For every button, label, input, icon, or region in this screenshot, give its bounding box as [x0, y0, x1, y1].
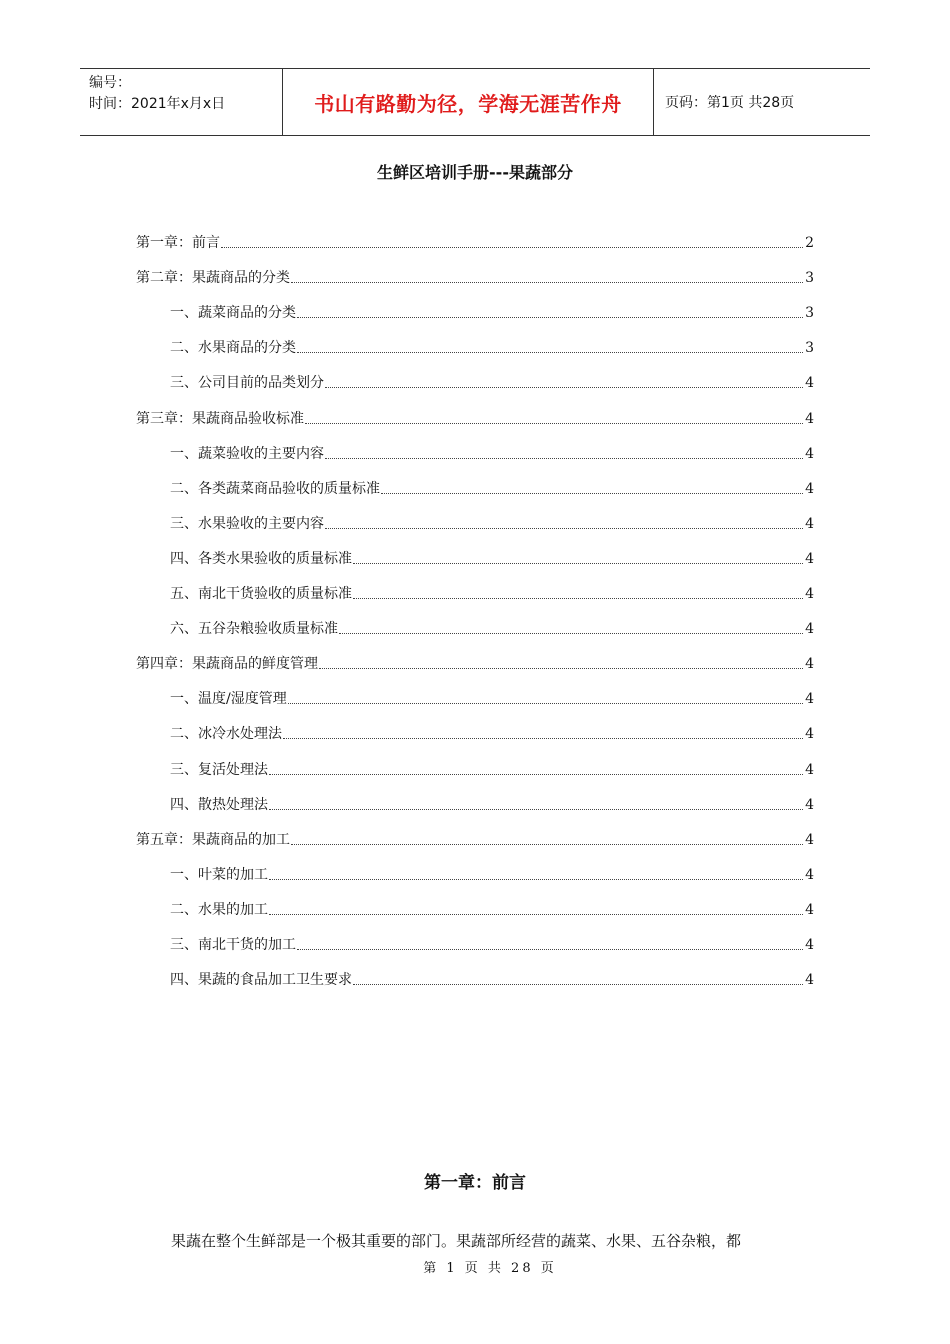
toc-entry[interactable]	[170, 862, 814, 884]
toc-entry-label: 一、蔬菜商品的分类	[170, 305, 296, 322]
toc-leader-dots	[288, 702, 803, 704]
toc-entry-page: 4	[805, 726, 814, 743]
toc-leader-dots	[269, 773, 803, 775]
toc-entry-label: 三、公司目前的品类划分	[170, 375, 324, 392]
toc-entry-page: 4	[805, 656, 814, 673]
toc-entry-label: 四、散热处理法	[170, 796, 268, 813]
toc-entry[interactable]	[136, 651, 814, 673]
toc-entry-label: 四、果蔬的食品加工卫生要求	[170, 972, 352, 989]
toc-entry-page: 4	[805, 866, 814, 883]
chapter-title: 第一章：前言	[424, 1173, 526, 1193]
toc-leader-dots	[353, 597, 803, 599]
toc-entry[interactable]	[170, 546, 814, 568]
number-label: 编号：	[89, 75, 131, 91]
toc-leader-dots	[325, 527, 803, 529]
toc-entry[interactable]	[170, 967, 814, 989]
toc-leader-dots	[353, 983, 803, 985]
toc-entry-label: 二、冰冷水处理法	[170, 726, 282, 743]
toc-entry[interactable]	[170, 932, 814, 954]
toc-entry-label: 六、五谷杂粮验收质量标准	[170, 621, 338, 638]
toc-entry-page: 4	[805, 972, 814, 989]
toc-entry[interactable]	[170, 897, 814, 919]
toc-entry-label: 一、温度/湿度管理	[170, 691, 287, 708]
toc-entry-page: 3	[805, 340, 814, 357]
toc-entry-label: 第一章：前言	[136, 235, 220, 251]
toc-entry[interactable]	[136, 406, 814, 428]
toc-entry-label: 第二章：果蔬商品的分类	[136, 270, 290, 287]
toc-entry[interactable]	[170, 721, 814, 743]
toc-entry[interactable]	[170, 300, 814, 322]
page-info: 页码：第1页 共28页	[665, 95, 795, 111]
toc-entry[interactable]	[170, 792, 814, 814]
toc-entry[interactable]	[170, 686, 814, 708]
header-meta	[80, 69, 282, 135]
toc-entry[interactable]	[170, 441, 814, 463]
toc-entry-page: 3	[805, 270, 814, 287]
toc-leader-dots	[319, 667, 803, 669]
page-footer: 第 1 页 共 28 页	[423, 1261, 557, 1276]
toc-leader-dots	[291, 843, 803, 845]
toc-entry[interactable]	[170, 335, 814, 357]
toc-entry[interactable]	[136, 265, 814, 287]
toc-entry[interactable]	[170, 511, 814, 533]
toc-leader-dots	[297, 948, 803, 950]
toc-entry-label: 二、水果商品的分类	[170, 340, 296, 357]
toc-entry-label: 第五章：果蔬商品的加工	[136, 831, 290, 848]
toc-entry-page: 4	[805, 761, 814, 778]
toc-entry-page: 4	[805, 691, 814, 708]
toc-leader-dots	[297, 351, 803, 353]
toc-entry[interactable]	[170, 476, 814, 498]
motto: 书山有路勤为径，学海无涯苦作舟	[282, 69, 654, 135]
toc-leader-dots	[353, 562, 803, 564]
toc-entry[interactable]	[136, 827, 814, 849]
toc-leader-dots	[305, 422, 803, 424]
toc-leader-dots	[291, 281, 803, 283]
toc-leader-dots	[269, 878, 803, 880]
toc-entry-page: 4	[805, 515, 814, 532]
toc-leader-dots	[325, 457, 803, 459]
toc-leader-dots	[283, 737, 803, 739]
toc-entry[interactable]	[136, 230, 814, 252]
toc-entry-page: 3	[805, 305, 814, 322]
toc-entry[interactable]	[170, 616, 814, 638]
toc-entry-page: 4	[805, 937, 814, 953]
document-title: 生鲜区培训手册---果蔬部分	[377, 163, 573, 182]
toc-leader-dots	[339, 632, 803, 634]
toc-entry-label: 一、蔬菜验收的主要内容	[170, 445, 324, 462]
toc-entry-page: 4	[805, 445, 814, 462]
toc-leader-dots	[381, 492, 803, 494]
toc-entry-label: 二、各类蔬菜商品验收的质量标准	[170, 480, 380, 497]
toc-entry-label: 一、叶菜的加工	[170, 866, 268, 883]
toc-entry[interactable]	[170, 757, 814, 779]
toc-leader-dots	[269, 808, 803, 810]
toc-entry-label: 三、复活处理法	[170, 761, 268, 778]
toc-entry[interactable]	[170, 581, 814, 603]
toc-entry-label: 三、水果验收的主要内容	[170, 515, 324, 532]
body-paragraph: 果蔬在整个生鲜部是一个极其重要的部门。果蔬部所经营的蔬菜、水果、五谷杂粮，都	[171, 1232, 742, 1250]
toc-entry-page: 4	[805, 410, 814, 427]
toc-entry-page: 4	[805, 796, 814, 813]
toc-entry-label: 四、各类水果验收的质量标准	[170, 550, 352, 567]
time-label: 时间：2021年x月x日	[89, 96, 226, 112]
toc-entry[interactable]	[170, 370, 814, 392]
page-header	[80, 68, 870, 136]
toc-entry-page: 4	[805, 375, 814, 392]
toc-entry-page: 4	[805, 550, 814, 567]
toc-leader-dots	[297, 316, 803, 318]
toc-leader-dots	[325, 386, 803, 388]
toc-entry-page: 4	[805, 480, 814, 497]
toc-entry-label: 五、南北干货验收的质量标准	[170, 586, 352, 602]
toc-entry-label: 三、南北干货的加工	[170, 937, 296, 953]
toc-entry-page: 4	[805, 831, 814, 848]
toc-leader-dots	[221, 246, 803, 248]
toc-entry-label: 二、水果的加工	[170, 901, 268, 918]
toc-entry-label: 第四章：果蔬商品的鲜度管理	[136, 656, 318, 673]
toc-entry-page: 4	[805, 621, 814, 638]
toc-entry-page: 2	[805, 235, 814, 251]
toc-leader-dots	[269, 913, 803, 915]
toc-entry-page: 4	[805, 901, 814, 918]
toc-entry-page: 4	[805, 586, 814, 602]
toc-entry-label: 第三章：果蔬商品验收标准	[136, 410, 304, 427]
